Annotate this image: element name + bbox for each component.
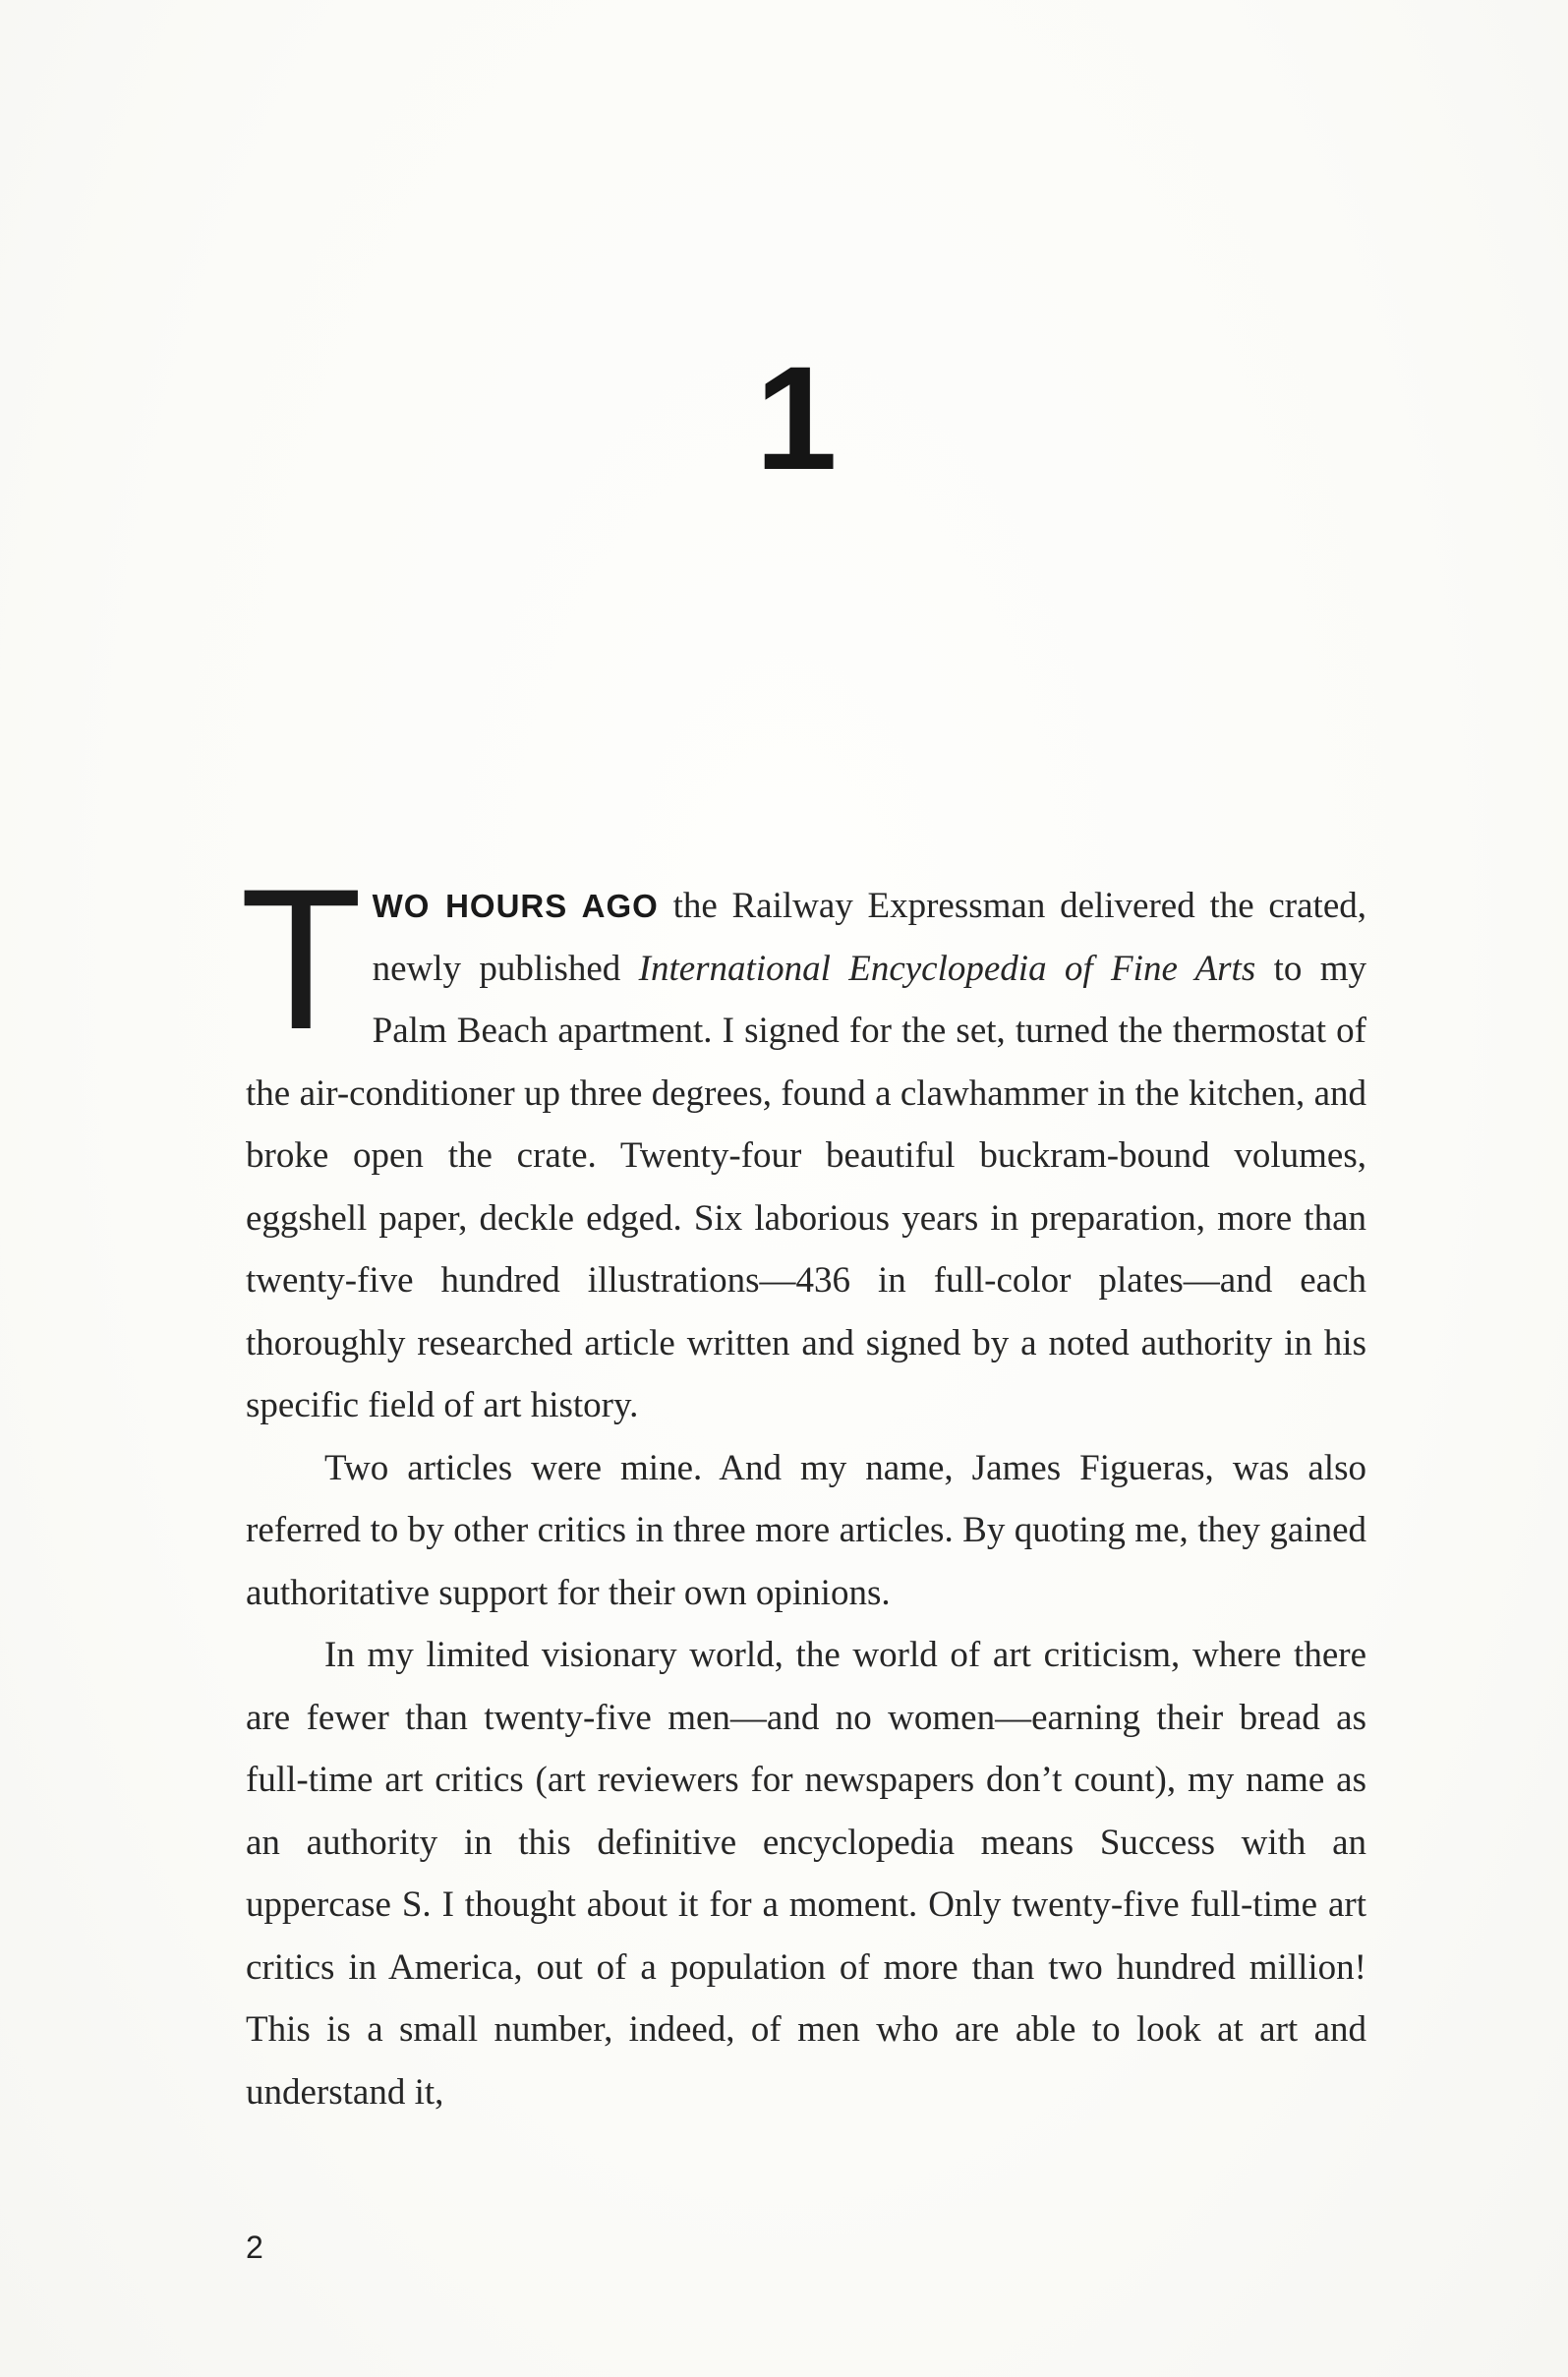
paragraph-1-text-a: the Railway Expressman delivered the crated, newly published (372, 886, 1366, 989)
body-text (240, 847, 1366, 2123)
lead-in-small-caps: WO HOURS AGO (372, 888, 659, 924)
paragraph-1-text-b: to my Palm Beach apartment. I signed for the set, turned the thermostat of the air-conditioner up three degrees, found a clawhammer in the kitchen, and broke open the crate. Twenty-four beautiful buckram-bound volumes, eggshell paper, deckle edged. Six laborious years in preparation, more than twenty-five hundred illustrations—436 in full-color plates—and each thoroughly researched article written and signed by a noted authority in his specific field of art history. (246, 948, 1366, 1425)
encyclopedia-title: International Encyclopedia of Fine Arts (638, 948, 1256, 989)
paragraph-2: Two articles were mine. And my name, James Figueras, was also referred to by other critics in three more articles. By quoting me, they gained authoritative support for their own opinions. (246, 1447, 1366, 1613)
drop-cap: T (240, 847, 363, 1072)
paragraph-3: In my limited visionary world, the world of art criticism, where there are fewer than twenty-five men—and no women—earning their bread as full-time art critics (art reviewers for newspapers don’t count), my name as an authority in this definitive encyclopedia means Success with an uppercase S. I thought about it for a moment. Only twenty-five full-time art critics in America, out of a population of more than two hundred million! This is a small number, indeed, of men who are able to look at art and understand it, (246, 1635, 1366, 2113)
paragraph-1 (240, 847, 1366, 1437)
chapter-number: 1 (755, 335, 838, 500)
page-number: 2 (246, 2230, 263, 2265)
